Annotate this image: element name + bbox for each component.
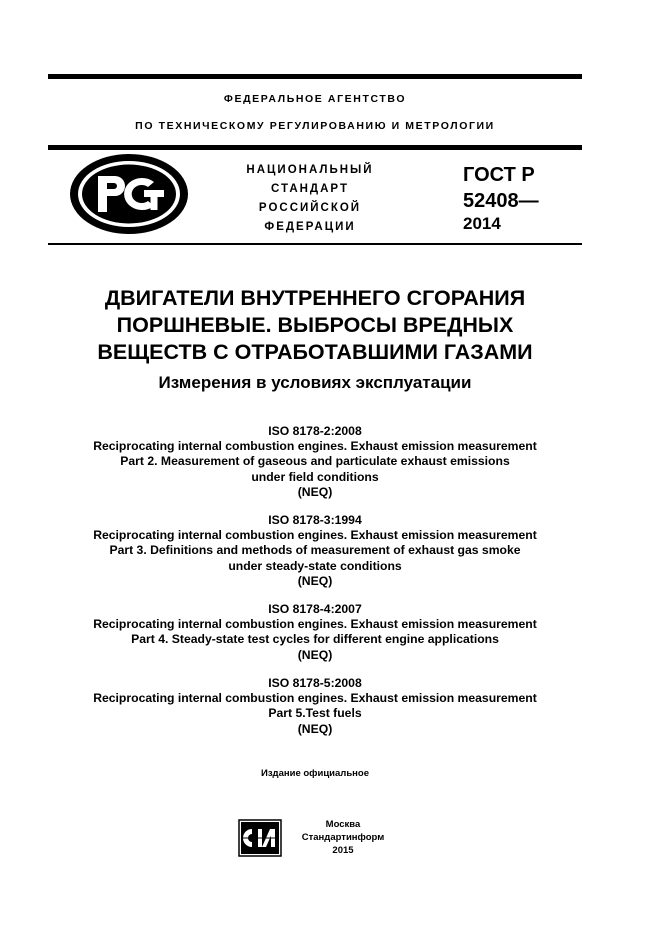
iso-reference [48, 602, 582, 663]
iso-title-line: Reciprocating internal combustion engines. Exhaust emission measurement [93, 528, 537, 543]
iso-title-line: under field conditions [251, 469, 379, 484]
title-line: ВЕЩЕСТВ С ОТРАБОТАВШИМИ ГАЗАМИ [97, 340, 533, 364]
publisher-imprint [292, 818, 394, 857]
iso-title-line: Reciprocating internal combustion engines. Exhaust emission measurement [93, 691, 537, 706]
iso-title-line: Reciprocating internal combustion engines. Exhaust emission measurement [93, 439, 537, 454]
publisher-name: Стандартинформ [301, 832, 385, 843]
iso-equivalence: (NEQ) [297, 647, 333, 662]
document-title [48, 285, 582, 366]
title-line: ДВИГАТЕЛИ ВНУТРЕННЕГО СГОРАНИЯ [104, 286, 526, 310]
header-bottom-rule [48, 243, 582, 245]
agency-line-1: ФЕДЕРАЛЬНОЕ АГЕНТСТВО [223, 93, 407, 105]
iso-equivalence: (NEQ) [297, 721, 333, 736]
iso-equivalence: (NEQ) [297, 484, 333, 499]
header-rule [48, 145, 582, 150]
iso-title-line: Part 3. Definitions and methods of measurement of exhaust gas smoke [109, 543, 521, 558]
iso-title-line: under steady-state conditions [228, 558, 402, 573]
title-line: ПОРШНЕВЫЕ. ВЫБРОСЫ ВРЕДНЫХ [116, 313, 514, 337]
iso-equivalence: (NEQ) [297, 573, 333, 588]
edition-note: Издание официальное [261, 768, 369, 779]
national-standard-line: ФЕДЕРАЦИИ [264, 221, 356, 233]
top-rule [48, 74, 582, 79]
iso-title-line: Reciprocating internal combustion engines. Exhaust emission measurement [93, 617, 537, 632]
iso-title-line: Part 4. Steady-state test cycles for different engine applications [131, 632, 499, 647]
document-subtitle: Измерения в условиях эксплуатации [158, 373, 472, 392]
iso-code: ISO 8178-4:2007 [268, 602, 362, 616]
standartinform-logo-icon [238, 819, 282, 857]
iso-reference [48, 513, 582, 589]
rst-certification-emblem-icon [68, 152, 190, 236]
iso-title-line: Part 2. Measurement of gaseous and particulate exhaust emissions [120, 454, 510, 469]
iso-code: ISO 8178-3:1994 [268, 513, 362, 527]
iso-title-line: Part 5.Test fuels [268, 706, 362, 721]
publisher-city: Москва [325, 819, 361, 830]
national-standard-label [220, 161, 400, 237]
national-standard-line: НАЦИОНАЛЬНЫЙ [246, 164, 374, 176]
agency-line-2: ПО ТЕХНИЧЕСКОМУ РЕГУЛИРОВАНИЮ И МЕТРОЛОГИИ [135, 120, 495, 132]
gost-year: 2014 [463, 214, 501, 233]
gost-number: 52408— [463, 190, 539, 212]
national-standard-line: СТАНДАРТ [271, 183, 349, 195]
iso-reference [48, 424, 582, 500]
iso-code: ISO 8178-2:2008 [268, 424, 362, 438]
national-standard-line: РОССИЙСКОЙ [258, 202, 362, 214]
iso-code: ISO 8178-5:2008 [268, 676, 362, 690]
gost-label: ГОСТ Р [463, 164, 535, 186]
publisher-year: 2015 [332, 845, 354, 856]
gost-designation [463, 162, 539, 234]
iso-reference [48, 676, 582, 737]
